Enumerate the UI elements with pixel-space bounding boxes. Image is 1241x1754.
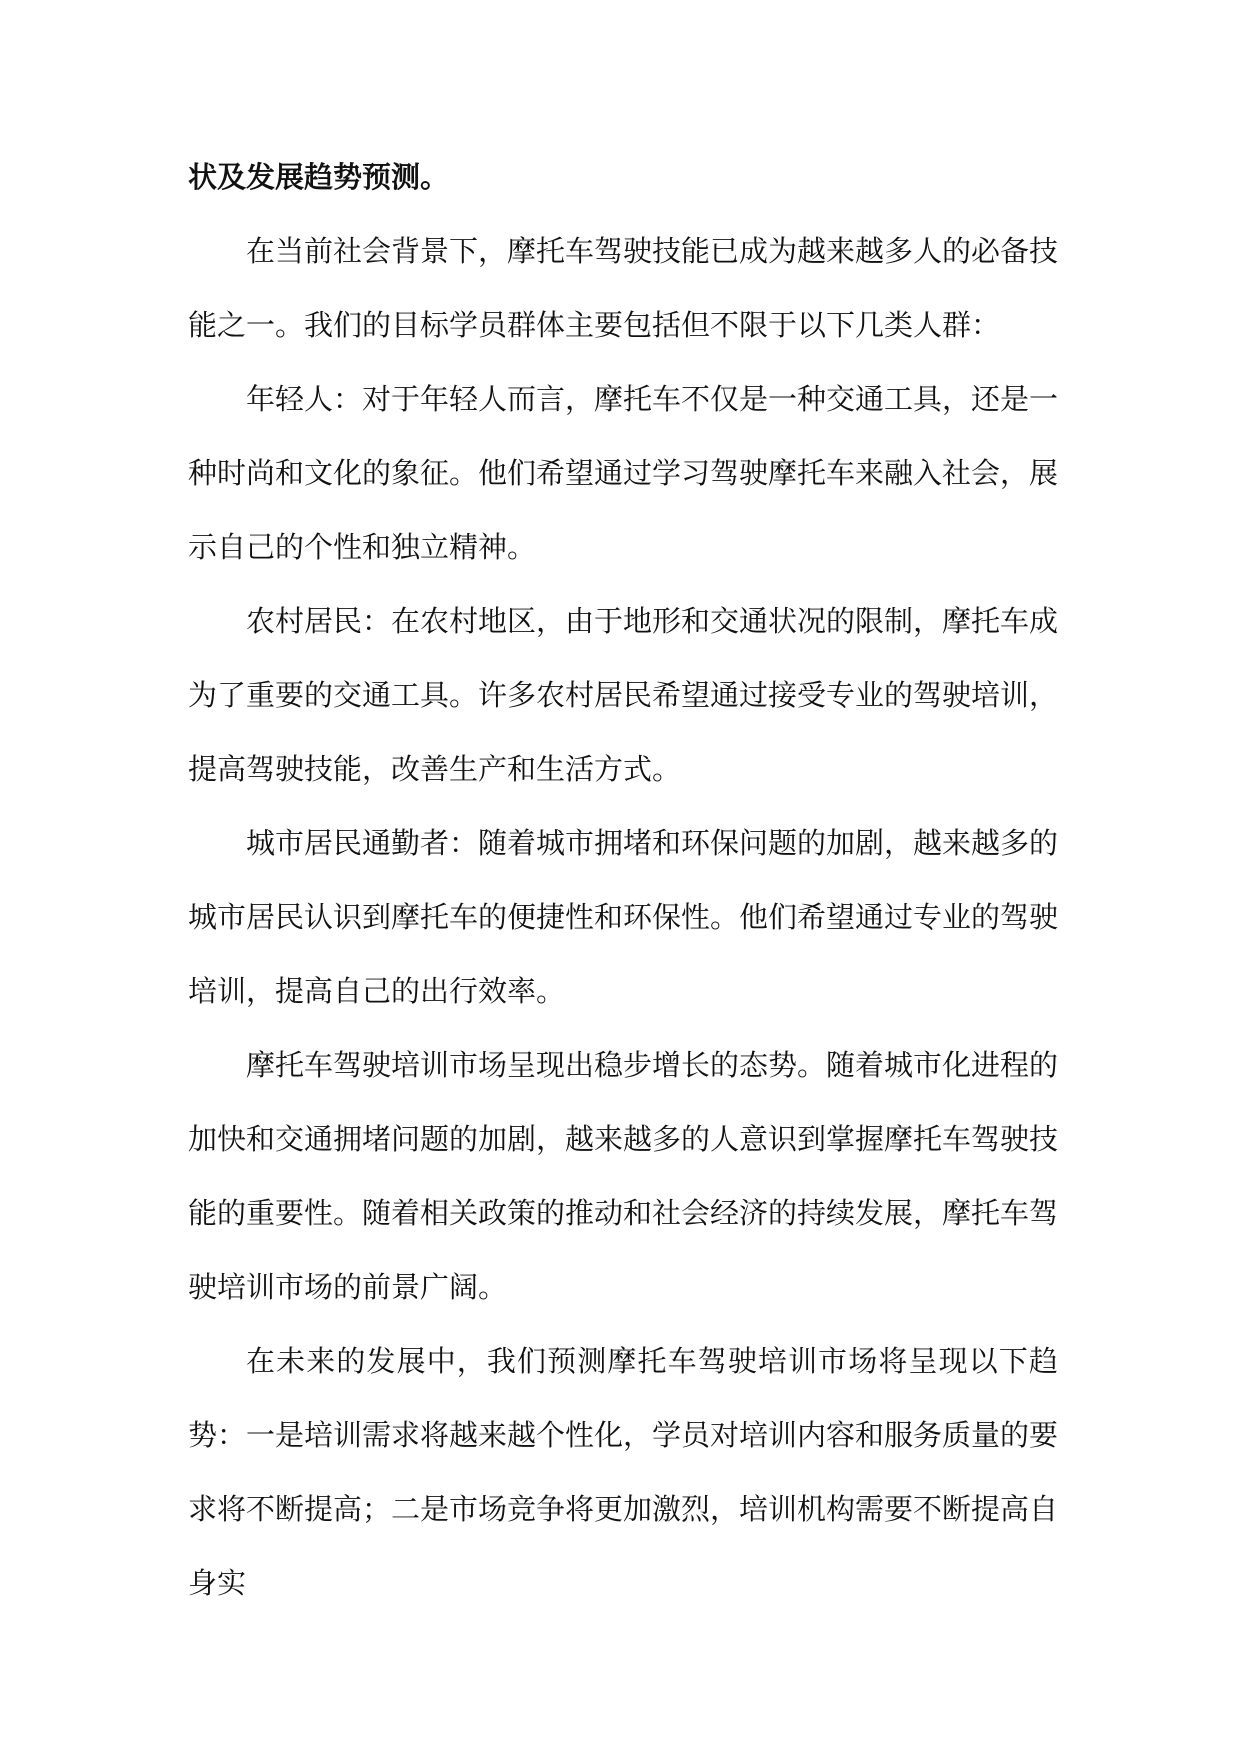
paragraph-future-trends: 在未来的发展中，我们预测摩托车驾驶培训市场将呈现以下趋势：一是培训需求将越来越个性化，学员对培训内容和服务质量的要求将不断提高；二是市场竞争将更加激烈，培训机构需要不断提高自身实 [188,1344,1059,1600]
paragraph-young-people: 年轻人：对于年轻人而言，摩托车不仅是一种交通工具，还是一种时尚和文化的象征。他们希望通过学习驾驶摩托车来融入社会，展示自己的个性和独立精神。 [188,382,1059,564]
section-heading-continuation: 状及发展趋势预测。 [188,160,450,194]
document-body [188,140,1058,1620]
paragraph-rural-residents: 农村居民：在农村地区，由于地形和交通状况的限制，摩托车成为了重要的交通工具。许多农村居民希望通过接受专业的驾驶培训，提高驾驶技能，改善生产和生活方式。 [188,604,1059,786]
paragraph-intro: 在当前社会背景下，摩托车驾驶技能已成为越来越多人的必备技能之一。我们的目标学员群体主要包括但不限于以下几类人群： [188,234,1059,342]
paragraph-market-growth: 摩托车驾驶培训市场呈现出稳步增长的态势。随着城市化进程的加快和交通拥堵问题的加剧，越来越多的人意识到掌握摩托车驾驶技能的重要性。随着相关政策的推动和社会经济的持续发展，摩托车驾驶培训市场的前景广阔。 [188,1048,1059,1304]
paragraph-urban-commuters: 城市居民通勤者：随着城市拥堵和环保问题的加剧，越来越多的城市居民认识到摩托车的便捷性和环保性。他们希望通过专业的驾驶培训，提高自己的出行效率。 [188,826,1059,1008]
